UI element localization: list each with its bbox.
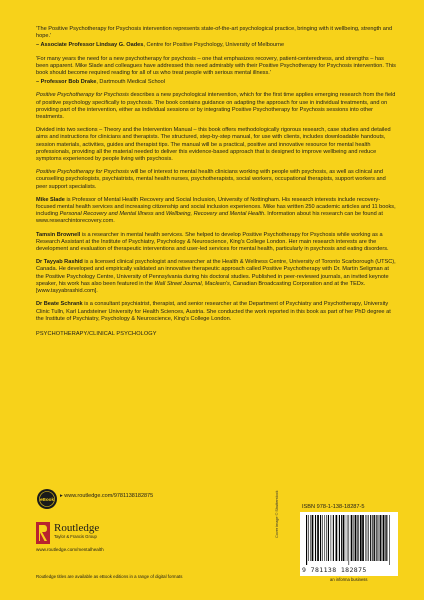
barcode-bar xyxy=(310,515,311,561)
barcode-bar xyxy=(333,515,334,561)
quote-affiliation: , Dartmouth Medical School xyxy=(96,79,166,86)
back-cover-text xyxy=(36,26,396,338)
book-title-italic: Personal Recovery and Mental Illness xyxy=(59,211,154,218)
bio-text: is a consultant psychiatrist, therapist, and senior researcher at the Department of Psychiatry and Psychotherapy, University Clinic Tulln, Karl Landsteiner University for Health Sciences, Austria. She conducted the work reported in this book as part of her PhD degree at the Institute of Psychiatry, Psychology & Neuroscience, King's College London. xyxy=(36,301,391,322)
barcode-bar xyxy=(385,515,386,561)
quote-author: – Associate Professor Lindsay G. Oades xyxy=(36,42,144,49)
bio-text: is a researcher in mental health services. She helped to develop Positive Psychotherapy for Psychosis while working as a Research Assistant at the Institute of Psychiatry, Psychology & Neuroscience, King's College London. Her main research interests are the development and evaluation of therapeutic interventions and user-led services for mental health, particularly in psychosis and eating disorders. xyxy=(36,231,389,253)
quote-attribution xyxy=(36,79,396,86)
author-bio xyxy=(36,301,396,323)
barcode-bar xyxy=(347,515,348,561)
barcode-bar xyxy=(383,515,385,561)
barcode-bar xyxy=(331,515,332,561)
barcode xyxy=(300,512,398,576)
informa-tagline: an informa business xyxy=(330,577,368,582)
barcode-icon xyxy=(304,515,394,565)
bio-text: , Canadian Broadcasting Corporation and at the TEDx. [www.tayyabrashid.com]. xyxy=(36,280,366,295)
barcode-digits: 9 781138 182875 xyxy=(302,566,367,574)
author-bio xyxy=(36,197,396,226)
bio-text: . Information about his research can be found at www.researchintorecovery.com. xyxy=(36,211,383,225)
book-url-text: www.routledge.com/9781138182875 xyxy=(64,493,154,499)
book-title-italic: Positive Psychotherapy for Psychosis xyxy=(36,169,129,176)
barcode-bar xyxy=(370,515,371,561)
barcode-bar xyxy=(306,515,307,565)
routledge-logo xyxy=(36,522,176,552)
barcode-bar xyxy=(308,515,309,561)
publisher-name: Routledge xyxy=(54,522,100,534)
barcode-bar xyxy=(324,515,325,561)
barcode-bar xyxy=(380,515,381,561)
isbn-barcode-block xyxy=(288,504,400,576)
description-paragraph: Divided into two sections – Theory and the Intervention Manual – this book offers methodologically rigorous research, case studies and detailed aims and instructions for clinicians and therapists. The structured, step-by-step manual, for use with clients, includes downloadable handouts, session materials, activities, guides and therapist tips. The manual will be a practical, positive and innovative resource for mental health professionals, providing all the material needed to deliver this evidence-based approach that is designed to improve wellbeing and reduce symptoms experienced by people living with psychosis. xyxy=(36,127,391,163)
barcode-bar xyxy=(345,515,346,561)
barcode-bar xyxy=(372,515,373,561)
author-bio xyxy=(36,232,396,254)
barcode-bar xyxy=(339,515,340,561)
description-paragraph xyxy=(36,169,396,191)
author-name: Mike Slade xyxy=(36,196,65,203)
press-names-italic: Wall Street Journal, Maclean's xyxy=(154,280,230,287)
barcode-bar xyxy=(389,515,390,565)
bio-text: is Professor of Mental Health Recovery and Social Inclusion, University of Nottingham. His research interests include recovery-focused mental health services and increasing citizenship and social inclusion experiences. Mike has written 250 academic articles and 11 books, including xyxy=(36,196,396,218)
subject-category: PSYCHOTHERAPY/CLINICAL PSYCHOLOGY xyxy=(36,330,157,337)
barcode-bar xyxy=(379,515,380,561)
endorsement-quote xyxy=(36,26,396,50)
barcode-bar xyxy=(326,515,327,561)
barcode-bar xyxy=(376,515,377,561)
quote-text: 'For many years the need for a new psychotherapy for psychosis – one that emphasizes recovery, patient-centeredness, and strengths – has been apparent. Mike Slade and colleagues have addressed this need admirably with their Positive Psychotherapy for Psychosis intervention. This book should become required reading for all of us who treat people with serious mental illness.' xyxy=(36,55,396,77)
author-name: Dr Tayyab Rashid xyxy=(36,259,83,266)
barcode-bar xyxy=(336,515,338,561)
quote-author: – Professor Bob Drake xyxy=(36,79,97,86)
barcode-bar xyxy=(366,515,367,561)
barcode-bar xyxy=(358,515,359,561)
barcode-bar xyxy=(320,515,321,561)
publisher-group: Taylor & Francis Group xyxy=(54,534,97,539)
description-text: will be of interest to mental health clinicians working with people with psychosis, as well as clinical and counselling psychologists, psychiatrists, mental health nurses, psychotherapists, social workers, occupational therapists, support workers and peer support specialists. xyxy=(36,169,386,190)
bio-text: and xyxy=(153,211,166,218)
barcode-bar xyxy=(354,515,355,561)
barcode-bar xyxy=(374,515,375,561)
barcode-bar xyxy=(382,515,383,561)
ebook-badge-label: eBook xyxy=(39,496,55,502)
isbn-label: ISBN 978-1-138-18287-5 xyxy=(302,504,365,510)
routledge-logo-mark-icon xyxy=(36,522,50,544)
quote-text: 'The Positive Psychotherapy for Psychosis intervention represents state-of-the-art psychological practice, bringing with it wellbeing, strength and hope.' xyxy=(36,26,393,40)
barcode-bar xyxy=(351,515,353,561)
barcode-bar xyxy=(315,515,316,561)
description-paragraph xyxy=(36,92,396,121)
book-title-italic: Positive Psychotherapy for Psychosis xyxy=(36,92,129,99)
barcode-bar xyxy=(362,515,364,561)
barcode-bar xyxy=(355,515,357,561)
author-bio xyxy=(36,259,396,295)
bio-text: is a licensed clinical psychologist and researcher at the Health & Wellness Centre, University of Toronto Scarborough (UTSC), Canada. He developed and empirically validated an innovative therapeutic approach called Positive Psychotherapy with Dr. Martin Seligman at the Positive Psychology Centre, University of Pennsylvania during his doctoral studies. Published in peer-reviewed journals, an invited keynote speaker, his work has also been featured in the xyxy=(36,259,396,287)
barcode-bar xyxy=(317,515,319,561)
endorsement-quote xyxy=(36,56,396,87)
globe-icon: ▸ xyxy=(60,493,65,499)
author-name: Dr Beate Schrank xyxy=(36,301,83,308)
barcode-bar xyxy=(386,515,387,561)
barcode-bar xyxy=(360,515,362,561)
barcode-bar xyxy=(349,515,350,565)
book-url[interactable] xyxy=(60,493,153,499)
barcode-bar xyxy=(328,515,329,561)
mentalhealth-url[interactable]: www.routledge.com/mentalhealth xyxy=(36,547,104,552)
quote-attribution xyxy=(36,42,396,49)
barcode-bar xyxy=(357,515,358,561)
cover-image-credit: Cover image © Shutterstock xyxy=(275,490,279,538)
barcode-bar xyxy=(322,515,323,561)
description-text: describes a new psychological intervention, which for the first time applies emerging research from the field of positive psychology specifically to psychosis. The book contains guidance on adapting the approach for use in individual treatments, and on providing part of the intervention, either as individual sessions or by integrating Positive Psychotherapy for Psychosis sessions into other treatments. xyxy=(36,92,396,121)
ebook-availability-note: Routledge titles are available as eBook editions in a range of digital formats xyxy=(36,574,183,579)
ebook-badge-icon xyxy=(36,488,58,510)
barcode-bar xyxy=(367,515,368,561)
barcode-bar xyxy=(343,515,344,561)
barcode-bar xyxy=(368,515,369,561)
barcode-bar xyxy=(312,515,314,561)
book-title-italic: Wellbeing, Recovery and Mental Health xyxy=(166,211,265,218)
author-name: Tamsin Brownell xyxy=(36,231,81,238)
barcode-bar xyxy=(341,515,342,561)
quote-affiliation: , Centre for Positive Psychology, University of Melbourne xyxy=(143,42,285,49)
